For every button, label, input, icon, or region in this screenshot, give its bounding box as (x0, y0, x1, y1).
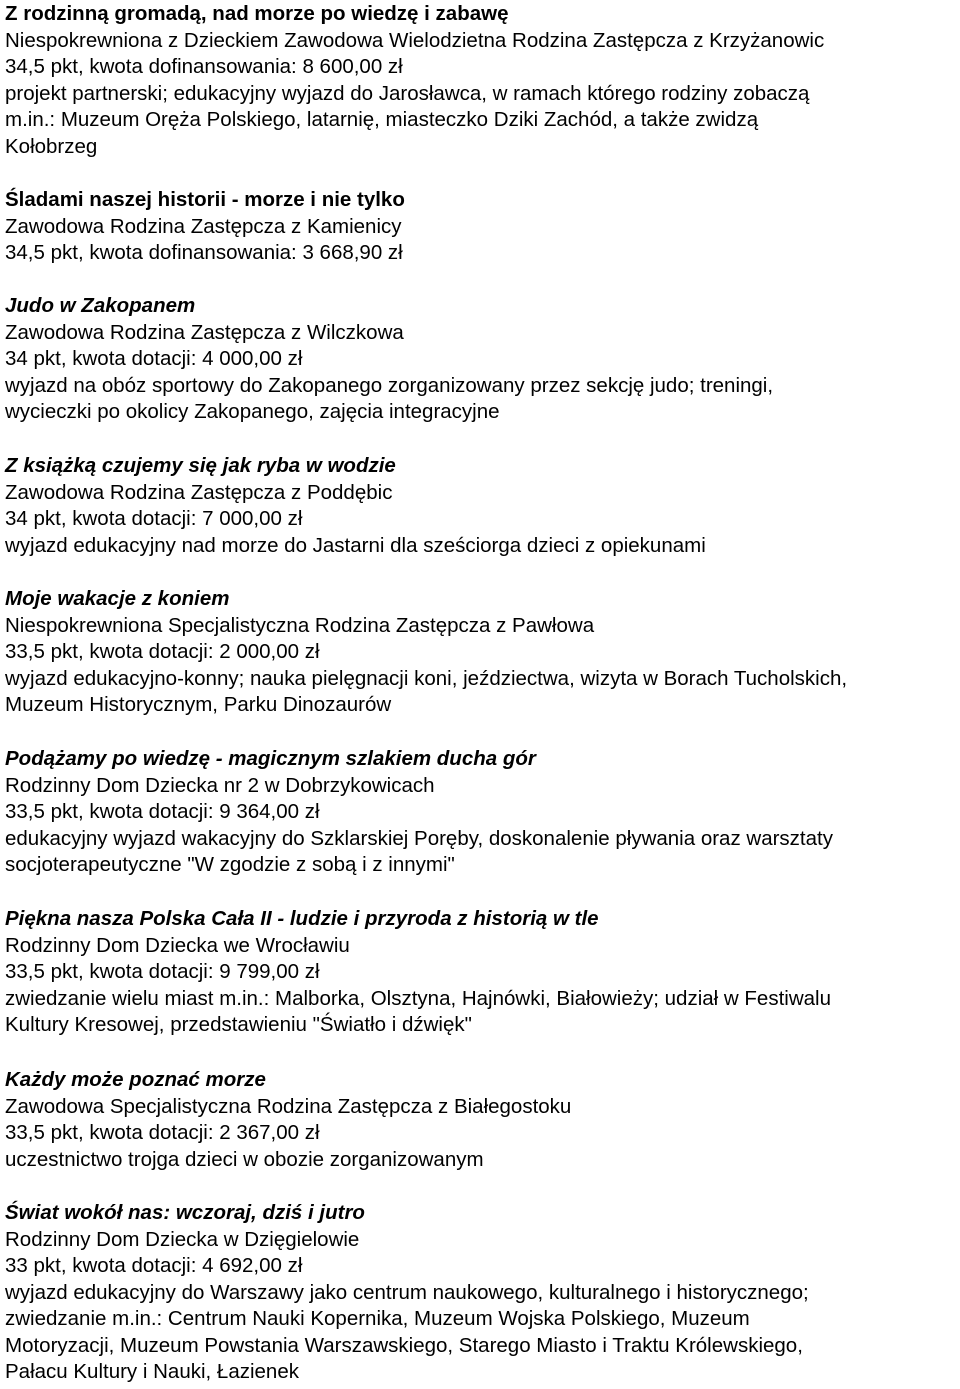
entry-title: Z rodzinną gromadą, nad morze po wiedzę i zabawę (5, 2, 509, 25)
entry-title: Świat wokół nas: wczoraj, dziś i jutro (5, 1201, 365, 1224)
entry-score-funding: 33 pkt, kwota dotacji: 4 692,00 zł (5, 1254, 303, 1277)
entry-organization: Zawodowa Rodzina Zastępcza z Poddębic (5, 480, 393, 504)
entry-description: uczestnictwo trojga dzieci w obozie zorganizowanym (5, 1147, 484, 1171)
entry-description: wyjazd edukacyjny do Warszawy jako centrum naukowego, kulturalnego i historycznego; (5, 1280, 809, 1304)
entry-score-funding: 34 pkt, kwota dotacji: 7 000,00 zł (5, 507, 303, 530)
entry-description: Pałacu Kultury i Nauki, Łazienek (5, 1360, 299, 1383)
entry-organization: Niespokrewniona z Dzieckiem Zawodowa Wielodzietna Rodzina Zastępcza z Krzyżanowic (5, 28, 825, 52)
entry-description: zwiedzanie m.in.: Centrum Nauki Kopernika, Muzeum Wojska Polskiego, Muzeum (5, 1307, 750, 1330)
entry-score-funding: 33,5 pkt, kwota dotacji: 2 000,00 zł (5, 640, 320, 663)
entry-description: wycieczki po okolicy Zakopanego, zajęcia integracyjne (5, 400, 500, 423)
entry-5 (5, 586, 957, 719)
entry-title: Z książką czujemy się jak ryba w wodzie (5, 454, 396, 477)
entry-score-funding: 33,5 pkt, kwota dotacji: 9 799,00 zł (5, 960, 320, 983)
entry-organization: Rodzinny Dom Dziecka w Dzięgielowie (5, 1227, 360, 1251)
entry-organization: Zawodowa Rodzina Zastępcza z Wilczkowa (5, 320, 404, 344)
entry-title: Śladami naszej historii - morze i nie tylko (5, 188, 405, 211)
entry-description: m.in.: Muzeum Oręża Polskiego, latarnię, miasteczko Dziki Zachód, a także zwidzą (5, 108, 759, 131)
entry-2 (5, 187, 957, 267)
entry-8 (5, 1067, 957, 1173)
entry-1 (5, 1, 957, 160)
entry-9 (5, 1200, 957, 1386)
entry-description: projekt partnerski; edukacyjny wyjazd do Jarosławca, w ramach którego rodziny zobaczą (5, 81, 810, 105)
entry-description: wyjazd edukacyjny nad morze do Jastarni dla sześciorga dzieci z opiekunami (5, 533, 706, 557)
entry-description: Muzeum Historycznym, Parku Dinozaurów (5, 693, 392, 716)
entry-description: wyjazd edukacyjno-konny; nauka pielęgnacji koni, jeździectwa, wizyta w Borach Tucholskich, (5, 666, 848, 690)
entry-organization: Zawodowa Specjalistyczna Rodzina Zastępcza z Białegostoku (5, 1094, 572, 1118)
entry-title: Piękna nasza Polska Cała II - ludzie i przyroda z historią w tle (5, 907, 599, 930)
entry-description: Motoryzacji, Muzeum Powstania Warszawskiego, Starego Miasto i Traktu Królewskiego, (5, 1333, 803, 1357)
entry-organization: Niespokrewniona Specjalistyczna Rodzina Zastępcza z Pawłowa (5, 613, 595, 637)
entry-3 (5, 293, 957, 426)
entry-score-funding: 34,5 pkt, kwota dofinansowania: 8 600,00 zł (5, 55, 403, 78)
entry-description: Kołobrzeg (5, 134, 98, 158)
entry-organization: Rodzinny Dom Dziecka we Wrocławiu (5, 933, 350, 957)
entry-description: Kultury Kresowej, przedstawieniu "Światło i dźwięk" (5, 1013, 472, 1036)
entry-organization: Zawodowa Rodzina Zastępcza z Kamienicy (5, 214, 402, 238)
entry-4 (5, 453, 957, 559)
entry-title: Moje wakacje z koniem (5, 587, 230, 610)
entry-7 (5, 906, 957, 1039)
entry-score-funding: 34 pkt, kwota dotacji: 4 000,00 zł (5, 347, 303, 370)
entry-title: Podążamy po wiedzę - magicznym szlakiem ducha gór (5, 747, 536, 770)
entry-organization: Rodzinny Dom Dziecka nr 2 w Dobrzykowicach (5, 773, 435, 797)
entry-description: zwiedzanie wielu miast m.in.: Malborka, Olsztyna, Hajnówki, Białowieży; udział w Festiwalu (5, 986, 831, 1010)
entry-score-funding: 34,5 pkt, kwota dofinansowania: 3 668,90 zł (5, 241, 403, 264)
entry-description: socjoterapeutyczne "W zgodzie z sobą i z innymi" (5, 853, 455, 876)
entry-6 (5, 746, 957, 879)
entry-score-funding: 33,5 pkt, kwota dotacji: 2 367,00 zł (5, 1121, 320, 1144)
entry-score-funding: 33,5 pkt, kwota dotacji: 9 364,00 zł (5, 800, 320, 823)
entry-title: Każdy może poznać morze (5, 1068, 266, 1091)
entry-description: wyjazd na obóz sportowy do Zakopanego zorganizowany przez sekcję judo; treningi, (5, 373, 774, 397)
entry-description: edukacyjny wyjazd wakacyjny do Szklarskiej Poręby, doskonalenie pływania oraz warsztaty (5, 826, 833, 850)
entry-title: Judo w Zakopanem (5, 294, 196, 317)
